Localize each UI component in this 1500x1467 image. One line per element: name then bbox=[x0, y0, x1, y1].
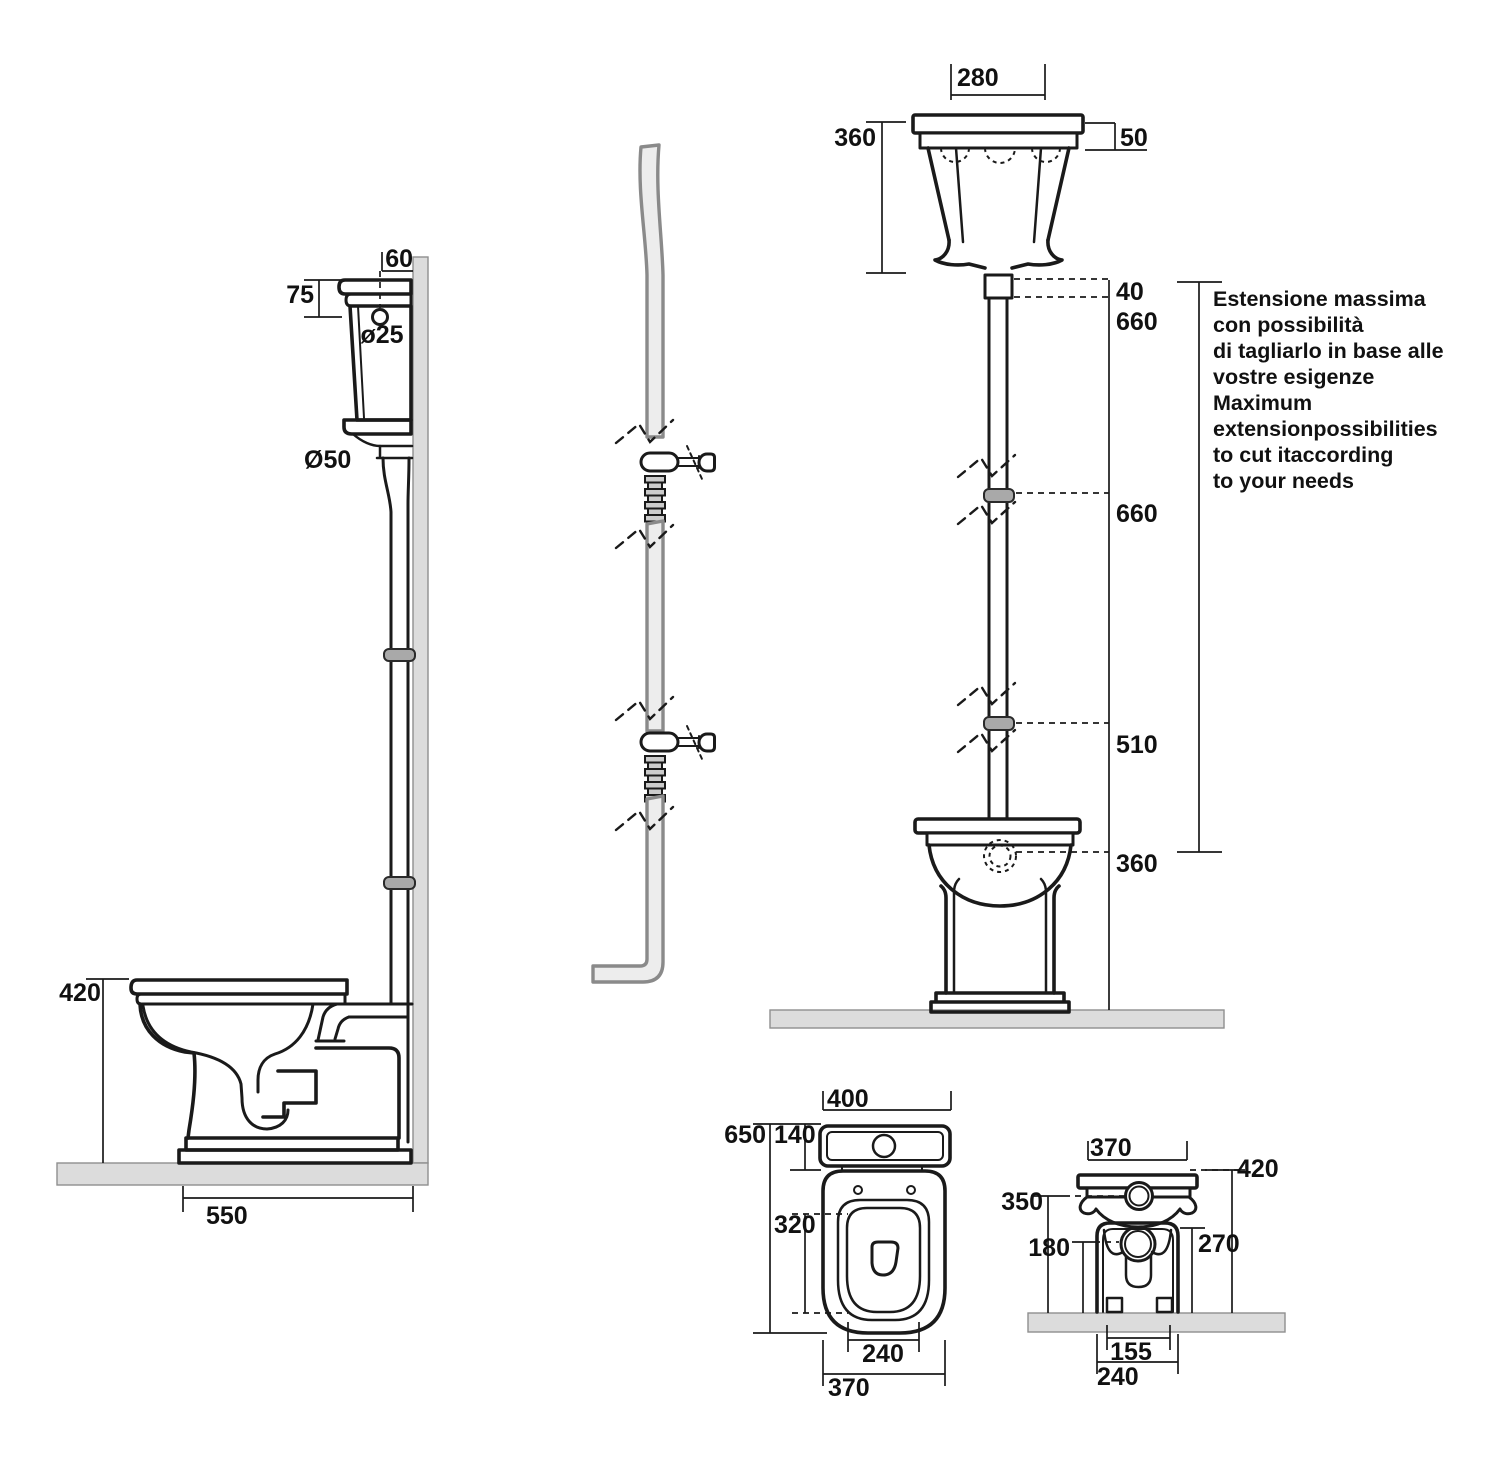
rear-body bbox=[316, 1048, 399, 1138]
hinge-hole bbox=[854, 1186, 862, 1194]
dim-label-75: 75 bbox=[286, 281, 314, 309]
floor bbox=[1028, 1313, 1285, 1332]
water-spot bbox=[872, 1242, 898, 1275]
annotation-line: extensionpossibilities bbox=[1213, 417, 1438, 441]
bowl-opening bbox=[847, 1208, 920, 1312]
flush-valve-fitting bbox=[985, 275, 1012, 298]
dim-label-510: 510 bbox=[1116, 731, 1158, 759]
bowl-interior-trap bbox=[143, 1006, 288, 1129]
dim-label-660-mid: 660 bbox=[1116, 500, 1158, 528]
dim-label-140: 140 bbox=[774, 1121, 816, 1149]
dim-label-660-upper: 660 bbox=[1116, 308, 1158, 336]
front-view bbox=[770, 64, 1444, 1028]
annotation-line: Estensione massima bbox=[1213, 287, 1426, 311]
body-bottom-right bbox=[1012, 240, 1062, 268]
dim-label-40: 40 bbox=[1116, 278, 1144, 306]
pipe-left-edge bbox=[383, 458, 391, 1004]
body-bottom-left bbox=[935, 240, 985, 268]
side-view-dimensions bbox=[59, 245, 413, 1230]
pipe-segment-3 bbox=[593, 796, 663, 982]
dim-label-280: 280 bbox=[957, 64, 999, 92]
dim-line-180 bbox=[1072, 1242, 1094, 1313]
pipe-right-edge bbox=[408, 458, 409, 1142]
annotation-line: vostre esigenze bbox=[1213, 365, 1375, 389]
interior-drape-curves bbox=[1104, 1230, 1171, 1254]
top-view bbox=[724, 1085, 951, 1402]
pipe-edges bbox=[989, 298, 1007, 841]
dim-label-650: 650 bbox=[724, 1121, 766, 1149]
pedestal-base bbox=[931, 993, 1069, 1012]
dim-label-420: 420 bbox=[59, 979, 101, 1007]
lid-hole-arc bbox=[985, 148, 1015, 163]
pipe-elbow-top bbox=[318, 1004, 337, 1040]
dim-label-60: 60 bbox=[385, 245, 413, 273]
cistern-neck bbox=[377, 446, 412, 458]
rear-view-dimensions bbox=[1001, 1134, 1278, 1391]
front-toilet bbox=[915, 819, 1080, 1012]
annotation-text bbox=[1213, 287, 1444, 493]
pipe-joint-band bbox=[984, 489, 1014, 502]
seat-outline bbox=[823, 1171, 945, 1333]
annotation-line: con possibilità bbox=[1213, 313, 1364, 337]
rear-view bbox=[1001, 1134, 1285, 1391]
dim-label-240: 240 bbox=[862, 1340, 904, 1368]
bowl-rim bbox=[915, 819, 1080, 833]
dim-label-350: 350 bbox=[1001, 1188, 1043, 1216]
cistern-lid bbox=[913, 115, 1083, 133]
flush-pipe-detail bbox=[593, 145, 715, 982]
pipe-connector-1 bbox=[641, 446, 715, 522]
annotation-line: to cut itaccording bbox=[1213, 443, 1394, 467]
cistern-lid-band bbox=[920, 133, 1077, 148]
pedestal-inner bbox=[1103, 1229, 1173, 1312]
dim-dashes-40 bbox=[1014, 279, 1109, 297]
pipe-joint-band bbox=[384, 649, 415, 661]
seat-ring bbox=[137, 994, 345, 1004]
annotation-line: Maximum bbox=[1213, 391, 1313, 415]
dim-label-155: 155 bbox=[1110, 1338, 1152, 1366]
side-flush-pipe bbox=[318, 458, 415, 1142]
dim-label-50: 50 bbox=[1120, 124, 1148, 152]
side-view bbox=[57, 245, 428, 1230]
dim-label-320: 320 bbox=[774, 1211, 816, 1239]
trap-back-curve bbox=[258, 1004, 313, 1092]
foot bbox=[1157, 1298, 1172, 1312]
pipe-elbow-bottom bbox=[335, 1017, 349, 1039]
inlet-dashed-circle-inner bbox=[990, 846, 1011, 867]
base-lower bbox=[179, 1150, 411, 1163]
side-cistern bbox=[339, 271, 412, 458]
dim-label-180: 180 bbox=[1028, 1234, 1070, 1262]
front-flush-pipe bbox=[958, 298, 1015, 841]
pedestal-inner-legs bbox=[954, 879, 1046, 993]
dim-label-400: 400 bbox=[827, 1085, 869, 1113]
dim-label-370: 370 bbox=[828, 1374, 870, 1402]
seat-ring-outer bbox=[838, 1200, 929, 1320]
dim-label-360: 360 bbox=[834, 124, 876, 152]
side-toilet bbox=[131, 980, 411, 1163]
wall bbox=[413, 257, 428, 1163]
lid-hole-arc bbox=[1032, 148, 1060, 162]
cistern-bottom-band bbox=[344, 420, 411, 434]
pipe-connector-2 bbox=[641, 726, 715, 802]
seat-lid bbox=[131, 980, 347, 994]
dim-label-550: 550 bbox=[206, 1202, 248, 1230]
cistern-lid bbox=[339, 280, 411, 294]
dim-label-360-inlet: 360 bbox=[1116, 850, 1158, 878]
pipe-joint-band bbox=[384, 877, 415, 889]
body-panel-lines bbox=[956, 148, 1041, 242]
dim-label-hole: ø25 bbox=[360, 321, 404, 349]
dim-label-270: 270 bbox=[1198, 1230, 1240, 1258]
bowl-hemisphere bbox=[929, 845, 1071, 906]
annotation-line: to your needs bbox=[1213, 469, 1354, 493]
dim-label-240: 240 bbox=[1097, 1363, 1139, 1391]
foot bbox=[1107, 1298, 1122, 1312]
pipe-joint-band bbox=[984, 717, 1014, 730]
front-cistern bbox=[913, 115, 1083, 298]
outlet-circle-inner bbox=[1125, 1231, 1151, 1257]
annotation-line: di tagliarlo in base alle bbox=[1213, 339, 1444, 363]
pedestal-outer-legs bbox=[941, 886, 1059, 993]
front-view-dimensions bbox=[834, 64, 1222, 1010]
pipe-elbow-horizontal bbox=[337, 1004, 412, 1017]
dim-label-pipe-dia: Ø50 bbox=[304, 446, 352, 474]
hinge-hole bbox=[907, 1186, 915, 1194]
dim-label-420: 420 bbox=[1237, 1155, 1279, 1183]
floor bbox=[57, 1163, 428, 1185]
pipe-segment-1 bbox=[640, 145, 663, 437]
pipe-segment-2 bbox=[647, 521, 663, 731]
dim-label-370: 370 bbox=[1090, 1134, 1132, 1162]
